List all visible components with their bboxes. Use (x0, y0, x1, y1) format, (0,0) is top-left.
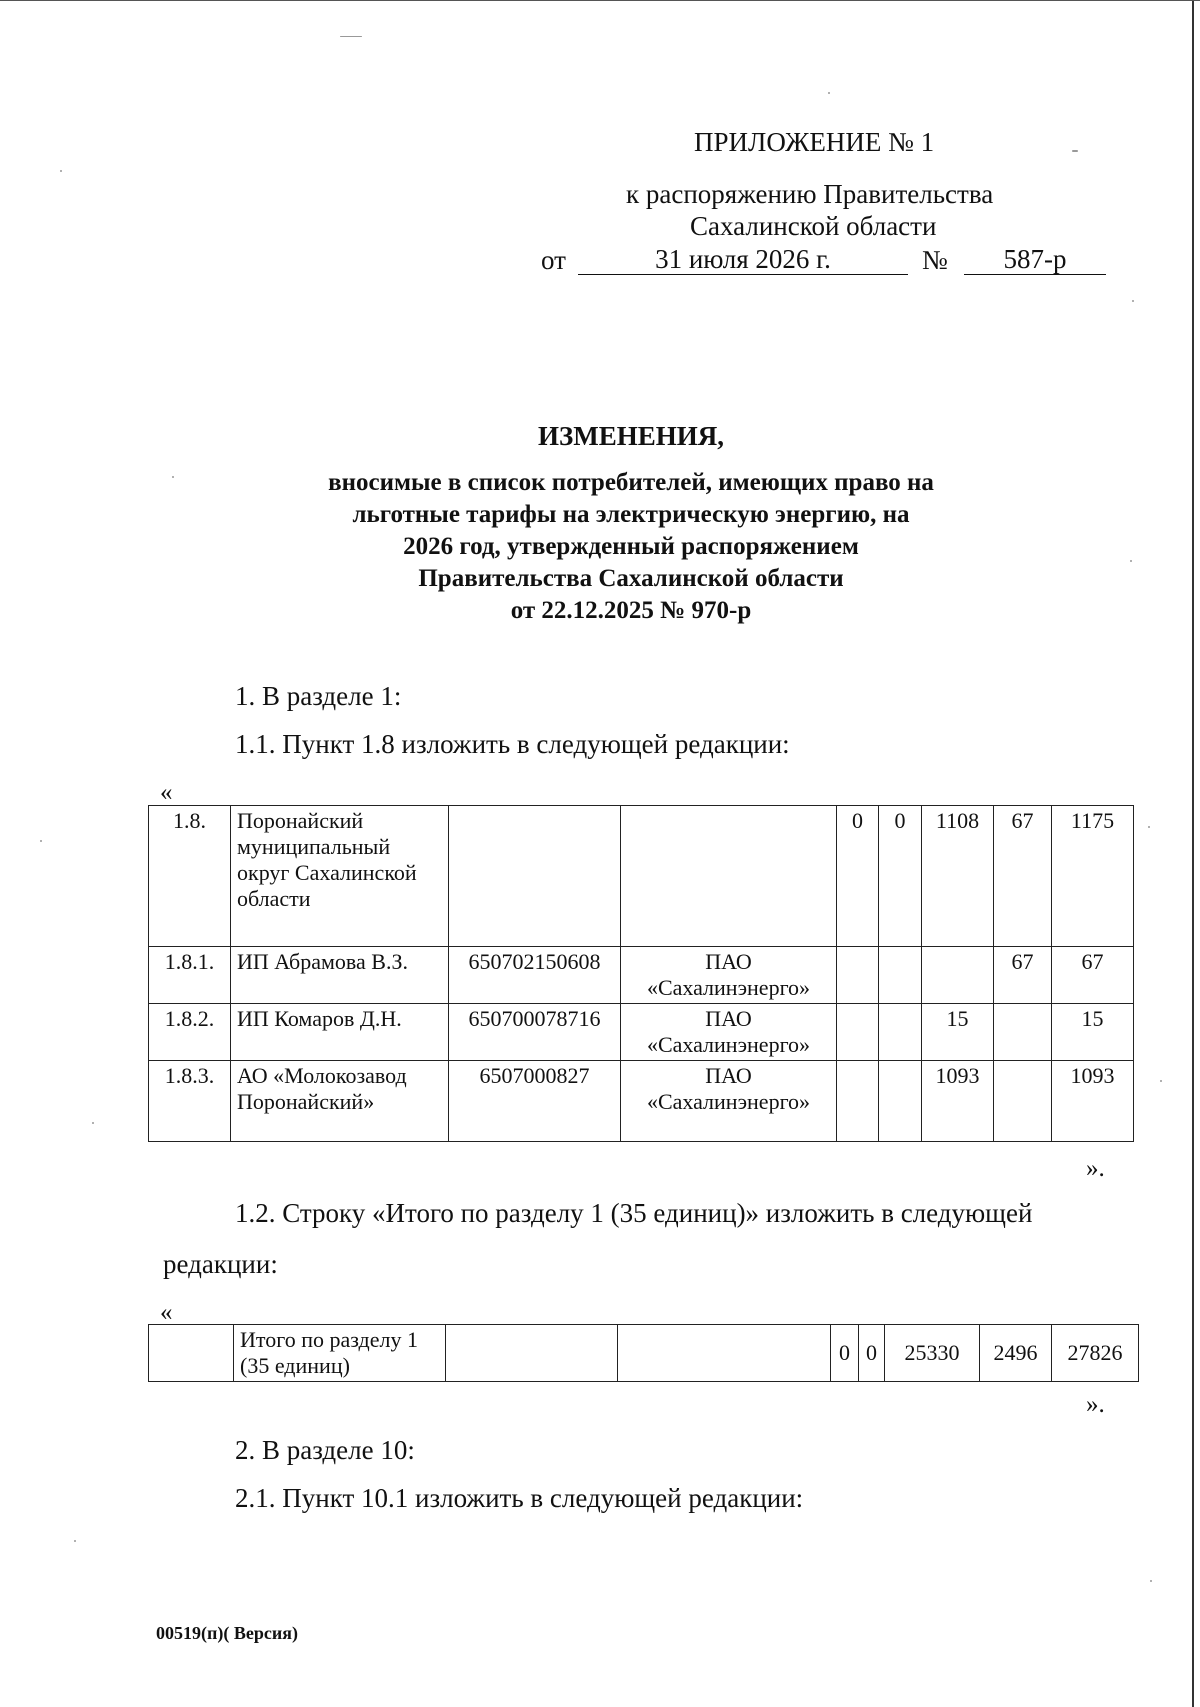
cell-value-2: 0 (879, 806, 922, 947)
title-line-5: от 22.12.2025 № 970-р (510, 597, 752, 624)
footer-code: 00519(п)( Версия) (156, 1623, 298, 1643)
paragraph-section-1: 1. В разделе 1: (235, 681, 402, 711)
cell-value-3: 25330 (885, 1325, 980, 1382)
cell-total: 27826 (1052, 1325, 1139, 1382)
order-number-label: № (922, 245, 948, 275)
cell-total: 1175 (1052, 806, 1134, 947)
cell-value-1: 0 (831, 1325, 859, 1382)
table-row (149, 947, 1134, 1004)
paragraph-2-1: 2.1. Пункт 10.1 изложить в следующей редакции: (235, 1483, 804, 1513)
cell-value-2 (879, 1004, 922, 1061)
paragraph-1-2-line-1: 1.2. Строку «Итого по разделу 1 (35 единиц)» изложить в следующей (235, 1198, 1033, 1228)
appendix-line-1: к распоряжению Правительства (626, 179, 994, 209)
appendix-title: ПРИЛОЖЕНИЕ № 1 (694, 127, 935, 157)
cell-inn (449, 806, 621, 947)
table-row (149, 1061, 1134, 1142)
open-quote-1: « (160, 779, 173, 806)
scan-speck (1130, 560, 1132, 562)
scan-speck (1160, 1080, 1162, 1082)
title-line-3: 2026 год, утвержденный распоряжением (403, 533, 859, 560)
cell-number: 1.8.3. (149, 1061, 231, 1142)
document-heading: ИЗМЕНЕНИЯ, (537, 421, 724, 451)
title-line-4: Правительства Сахалинской области (418, 565, 844, 592)
scan-edge-top (0, 0, 1200, 1)
close-quote-2: ». (1086, 1391, 1105, 1418)
cell-name: Поронайский муниципальный округ Сахалинской области (231, 806, 449, 947)
cell-number: 1.8. (149, 806, 231, 947)
scan-edge-right (1192, 0, 1194, 1707)
cell-supplier (621, 806, 837, 947)
title-line-1: вносимые в список потребителей, имеющих право на (328, 469, 934, 496)
table-section-1-total (148, 1324, 1139, 1382)
cell-value-2 (879, 1061, 922, 1142)
scan-speck (1148, 826, 1150, 828)
cell-value-1 (837, 1004, 879, 1061)
scan-speck (60, 170, 62, 172)
open-quote-2: « (160, 1299, 173, 1326)
paragraph-section-10: 2. В разделе 10: (235, 1435, 415, 1465)
cell-inn: 650702150608 (449, 947, 621, 1004)
order-number: 587-р (964, 244, 1106, 275)
cell-inn: 6507000827 (449, 1061, 621, 1142)
cell-value-2: 0 (859, 1325, 885, 1382)
cell-supplier: ПАО «Сахалинэнерго» (621, 947, 837, 1004)
scan-speck (92, 1122, 94, 1124)
cell-value-1: 0 (837, 806, 879, 947)
appendix-line-2: Сахалинской области (690, 211, 937, 241)
scan-speck (1150, 1580, 1152, 1582)
scan-speck (74, 1540, 76, 1542)
table-row (149, 1325, 1139, 1382)
paragraph-1-1: 1.1. Пункт 1.8 изложить в следующей редакции: (235, 729, 790, 759)
cell-value-3 (922, 947, 994, 1004)
cell-name: ИП Комаров Д.Н. (231, 1004, 449, 1061)
scan-speck (172, 476, 174, 478)
table-row (149, 1004, 1134, 1061)
cell-name: ИП Абрамова В.З. (231, 947, 449, 1004)
cell-value-1 (837, 947, 879, 1004)
cell-supplier: ПАО «Сахалинэнерго» (621, 1004, 837, 1061)
table-point-1-8 (148, 805, 1134, 1142)
order-date-label: от (541, 245, 566, 275)
cell-value-4: 67 (994, 806, 1052, 947)
cell-value-3: 1108 (922, 806, 994, 947)
paragraph-1-2-line-2: редакции: (163, 1249, 278, 1279)
cell-supplier (618, 1325, 831, 1382)
table-row (149, 806, 1134, 947)
cell-name: Итого по разделу 1 (35 единиц) (234, 1325, 446, 1382)
cell-supplier: ПАО «Сахалинэнерго» (621, 1061, 837, 1142)
cell-inn (446, 1325, 618, 1382)
scan-speck (340, 36, 362, 37)
cell-value-3: 1093 (922, 1061, 994, 1142)
cell-value-4: 67 (994, 947, 1052, 1004)
scan-speck (40, 840, 42, 842)
scan-speck (1072, 150, 1078, 152)
cell-total: 67 (1052, 947, 1134, 1004)
scan-speck (1132, 300, 1134, 302)
cell-total: 15 (1052, 1004, 1134, 1061)
cell-total: 1093 (1052, 1061, 1134, 1142)
cell-value-2 (879, 947, 922, 1004)
cell-value-4: 2496 (980, 1325, 1052, 1382)
cell-inn: 650700078716 (449, 1004, 621, 1061)
cell-number (149, 1325, 234, 1382)
cell-value-4 (994, 1061, 1052, 1142)
title-line-2: льготные тарифы на электрическую энергию, на (352, 501, 910, 528)
cell-value-1 (837, 1061, 879, 1142)
cell-value-3: 15 (922, 1004, 994, 1061)
cell-number: 1.8.1. (149, 947, 231, 1004)
order-date: 31 июля 2026 г. (578, 244, 908, 275)
scan-speck (828, 92, 830, 94)
close-quote-1: ». (1086, 1155, 1105, 1182)
cell-value-4 (994, 1004, 1052, 1061)
cell-name: АО «Молокозавод Поронайский» (231, 1061, 449, 1142)
cell-number: 1.8.2. (149, 1004, 231, 1061)
